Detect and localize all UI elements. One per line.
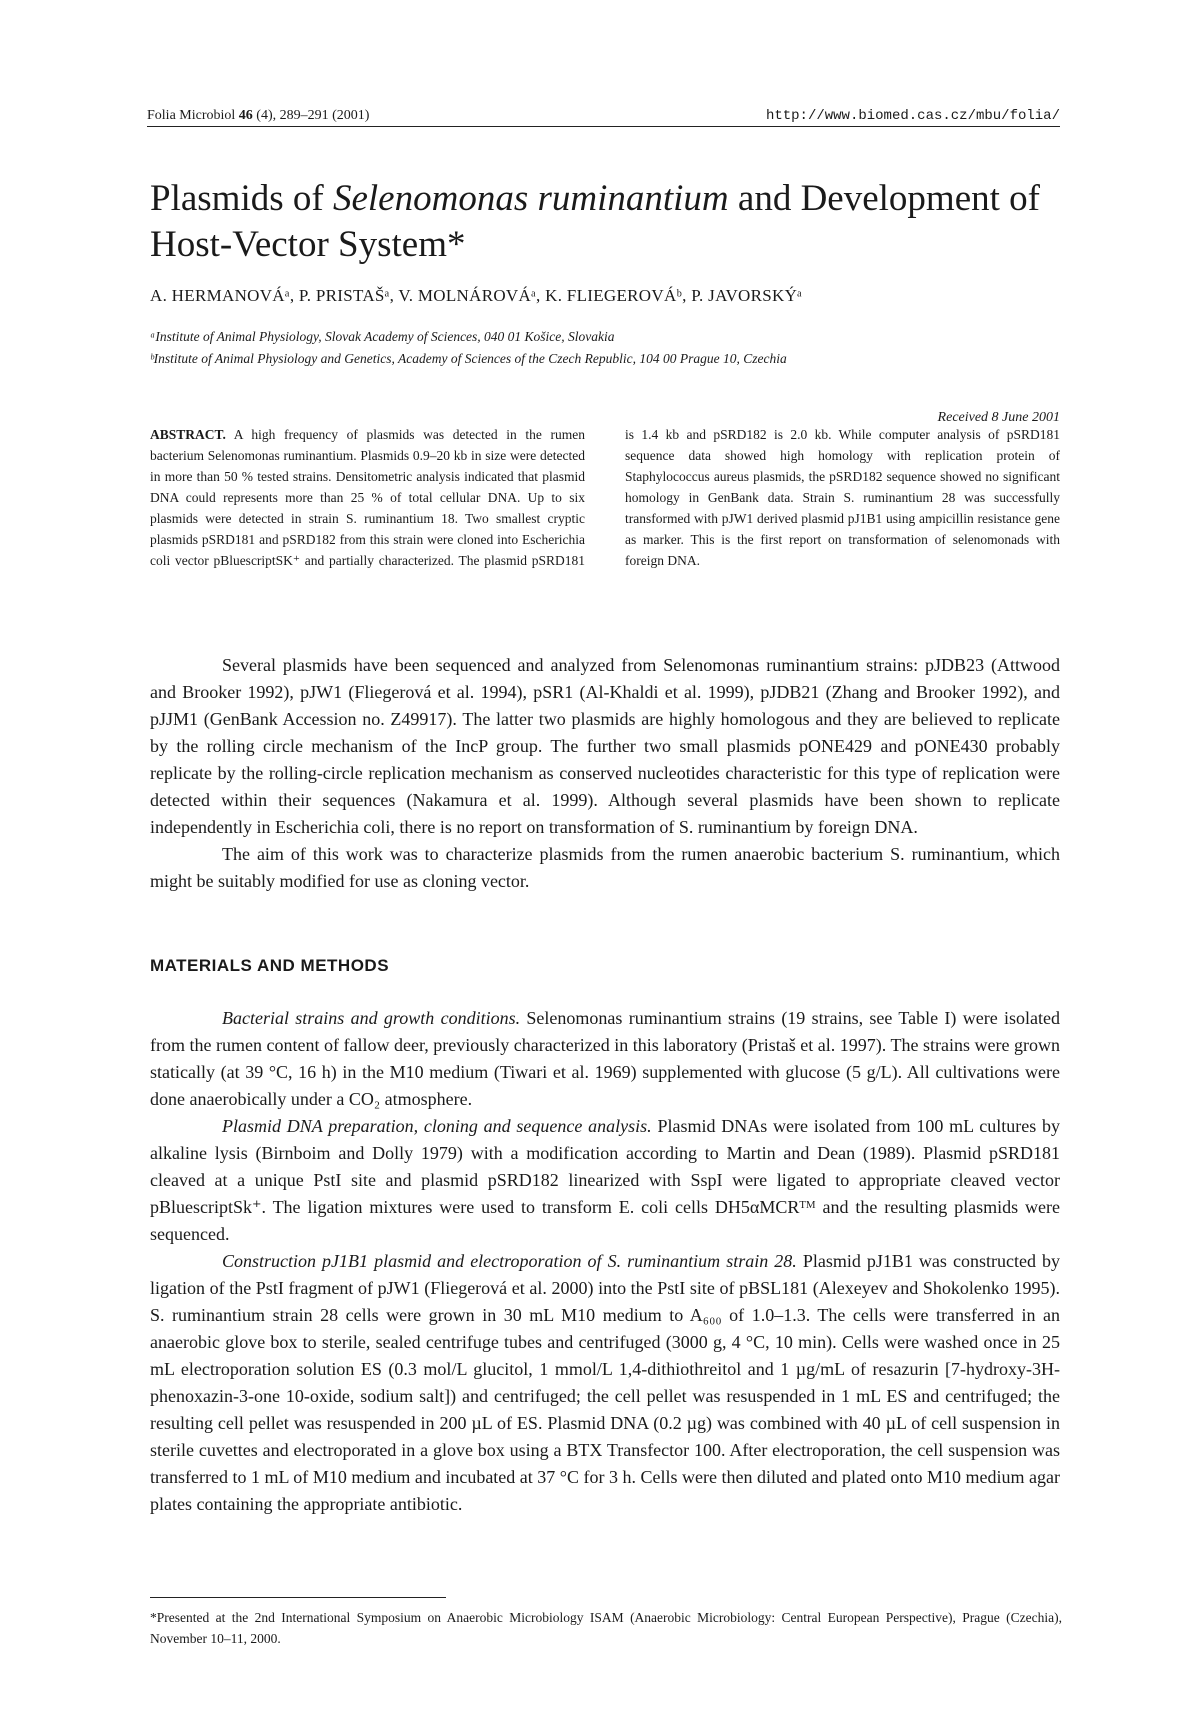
intro-paragraph-1: Several plasmids have been sequenced and analyzed from Selenomonas ruminantium strains: pJDB23 (Attwood and Brooker 1992), pJW1 (Fliegerová et al. 1994), pSR1 (Al-Khaldi et al. 1999), pJDB21 (Zhang and Brooker 1992), and pJJM1 (GenBank Accession no. Z49917). The latter two plasmids are highly homologous and they are believed to replicate by the rolling circle mechanism of the IncP group. The further two small plasmids pONE429 and pONE430 probably replicate by the rolling-circle replication mechanism as conserved nucleotides characteristic for this type of replication were detected within their sequences (Nakamura et al. 1999). Although several plasmids have been shown to replicate independently in Escherichia coli, there is no report on transformation of S. ruminantium by foreign DNA. <box>150 655 1060 837</box>
footnote: *Presented at the 2nd International Symposium on Anaerobic Microbiology ISAM (Anaerobic Microbiology: Central European Perspective), Prague (Czechia), November 10–11, 2000. <box>150 1610 1062 1646</box>
title-part-1: Plasmids of <box>150 178 333 219</box>
section-heading-methods: MATERIALS AND METHODS <box>150 956 390 975</box>
journal-citation <box>147 108 369 124</box>
header-rule <box>147 126 1060 127</box>
methods-text-2: Plasmid DNAs were isolated from 100 mL cultures by alkaline lysis (Birnboim and Dolly 1979) with a modification according to Martin and Dean (1989). Plasmid pSRD181 cleaved at a unique PstI site and plasmid pSRD182 linearized with SspI were ligated to appropriate cleaved vector pBluescriptSk⁺. The ligation mixtures were used to transform E. coli cells DH5αMCRᵀᴹ and the resulting plasmids were sequenced. <box>150 1116 1060 1244</box>
title-part-2: and Development of Host-Vector System* <box>150 178 1040 265</box>
footnote-rule <box>150 1597 446 1598</box>
methods-paragraph-1 <box>150 1005 1060 1113</box>
abstract-text: A high frequency of plasmids was detected in the rumen bacterium Selenomonas ruminantium. Plasmids 0.9–20 kb in size were detected in more than 50 % tested strains. Densitometric analysis indicated that plasmid DNA could represents more than 25 % of total cellular DNA. Up to six plasmids were detected in strain S. ruminantium 18. Two smallest cryptic plasmids pSRD181 and pSRD182 from this strain were cloned into Escherichia coli vector pBluescriptSK⁺ and partially characterized. The plasmid pSRD181 is 1.4 kb and pSRD182 is 2.0 kb. While computer analysis of pSRD181 sequence data showed high homology with replication protein of Staphylococcus aureus plasmids, the pSRD182 sequence showed no significant homology in GenBank data. Strain S. ruminantium 28 was successfully transformed with pJW1 derived plasmid pJ1B1 using ampicillin resistance gene as marker. This is the first report on transformation of selenomonads with foreign DNA. <box>150 427 1060 568</box>
received-date: Received 8 June 2001 <box>937 410 1060 425</box>
main-body <box>150 652 1060 1518</box>
affiliations <box>150 326 1070 370</box>
methods-subheading-1: Bacterial strains and growth conditions. <box>222 1008 521 1028</box>
methods-subheading-3: Construction pJ1B1 plasmid and electroporation of S. ruminantium strain 28. <box>222 1251 797 1271</box>
title-species: Selenomonas ruminantium <box>332 178 729 219</box>
author-list: A. HERMANOVÁᵃ, P. PRISTAŠᵃ, V. MOLNÁROVÁᵃ, K. FLIEGEROVÁᵇ, P. JAVORSKÝᵃ <box>150 286 803 305</box>
abstract <box>150 424 1060 571</box>
intro-paragraph-2: The aim of this work was to characterize plasmids from the rumen anaerobic bacterium S. ruminantium, which might be suitably modified for use as cloning vector. <box>150 844 1060 891</box>
journal-volume: 46 <box>238 108 253 123</box>
journal-url[interactable]: http://www.biomed.cas.cz/mbu/folia/ <box>765 108 1060 124</box>
methods-subheading-2: Plasmid DNA preparation, cloning and sequence analysis. <box>222 1116 652 1136</box>
affiliation-b: ᵇInstitute of Animal Physiology and Genetics, Academy of Sciences of the Czech Republic, 104 00 Prague 10, Czechia <box>150 351 787 366</box>
journal-issue-pages: (4), 289–291 (2001) <box>256 108 370 123</box>
methods-paragraph-3 <box>150 1248 1060 1518</box>
journal-name: Folia Microbiol <box>147 108 236 123</box>
abstract-label: ABSTRACT. <box>150 427 226 442</box>
page-title <box>150 176 1070 268</box>
methods-text-3: Plasmid pJ1B1 was constructed by ligation of the PstI fragment of pJW1 (Fliegerová et al. 2000) into the PstI site of pBSL181 (Alexeyev and Shokolenko 1995). S. ruminantium strain 28 cells were grown in 30 mL M10 medium to A₆₀₀ of 1.0–1.3. The cells were transferred in an anaerobic glove box to sterile, sealed centrifuge tubes and centrifuged (3000 g, 4 °C, 10 min). Cells were washed once in 25 mL electroporation solution ES (0.3 mol/L glucitol, 1 mmol/L 1,4-dithiothreitol and 1 µg/mL of resazurin [7-hydroxy-3H-phenoxazin-3-one 10-oxide, sodium salt]) and centrifuged; the cell pellet was resuspended in 1 mL ES and centrifuged; the resulting cell pellet was resuspended in 200 µL of ES. Plasmid DNA (0.2 µg) was combined with 40 µL of cell suspension in sterile cuvettes and electroporated in a glove box using a BTX Transfector 100. After electroporation, the cell suspension was transferred to 1 mL of M10 medium and incubated at 37 °C for 3 h. Cells were then diluted and plated onto M10 medium agar plates containing the appropriate antibiotic. <box>150 1251 1060 1514</box>
running-header <box>147 104 1060 126</box>
affiliation-a: ᵃInstitute of Animal Physiology, Slovak Academy of Sciences, 040 01 Košice, Slovakia <box>150 329 615 344</box>
methods-text-1: Selenomonas ruminantium strains (19 strains, see Table I) were isolated from the rumen content of fallow deer, previously characterized in this laboratory (Pristaš et al. 1997). The strains were grown statically (at 39 °C, 16 h) in the M10 medium (Tiwari et al. 1969) supplemented with glucose (5 g/L). All cultivations were done anaerobically under a CO₂ atmosphere. <box>150 1008 1060 1109</box>
methods-paragraph-2 <box>150 1113 1060 1248</box>
